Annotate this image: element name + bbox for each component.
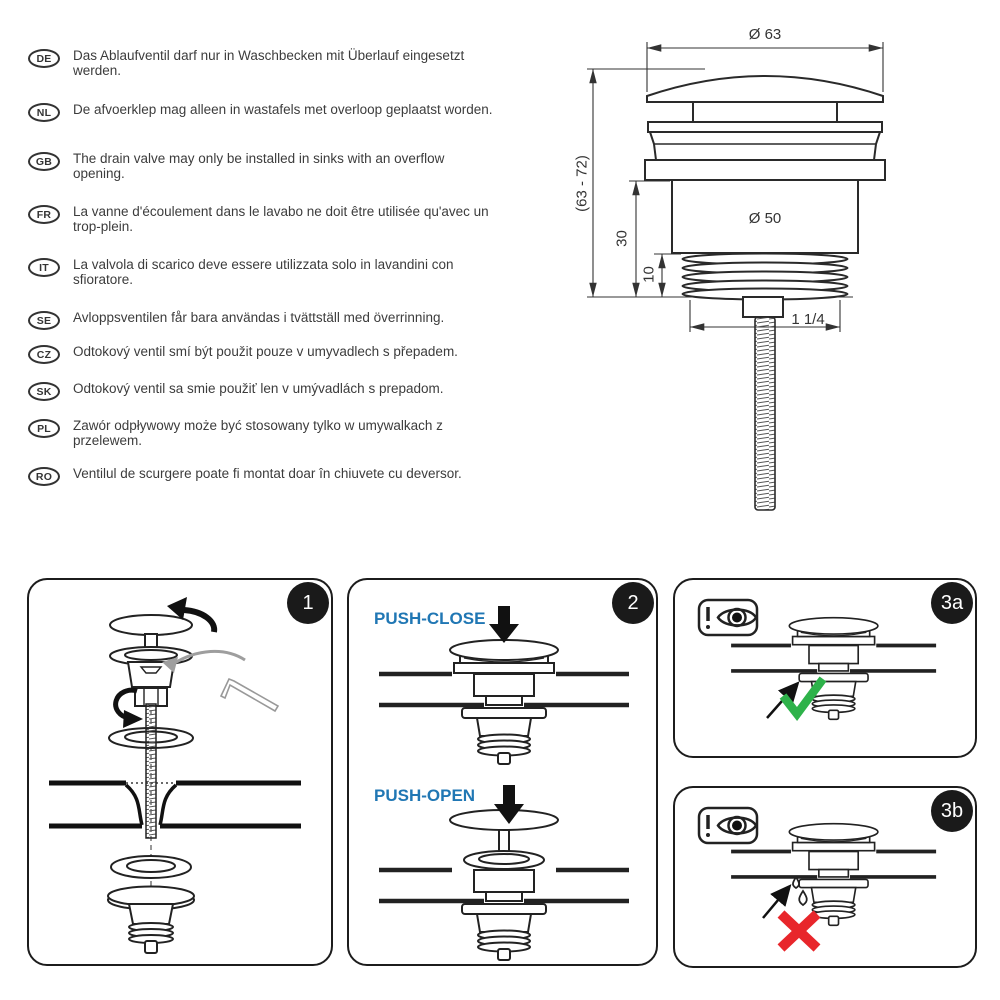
panel-step-3b-wrong (673, 786, 977, 968)
language-item-nl (28, 102, 492, 122)
drain-valve-drawing (565, 20, 995, 530)
dimension-body-diameter: Ø 50 (748, 210, 782, 227)
cross-icon (781, 914, 817, 948)
dimension-body-height: 30 (613, 230, 631, 247)
hex-key-icon (221, 679, 278, 711)
push-close-label: PUSH-CLOSE (374, 609, 486, 628)
step-2-badge: 2 (612, 582, 654, 624)
language-text-de: Das Ablaufventil darf nur in Waschbecken mit Überlauf eingesetzt werden. (73, 48, 465, 78)
correct-installation-diagram (675, 580, 974, 755)
language-badge-nl: NL (28, 103, 60, 122)
language-item-se (28, 310, 444, 330)
step-3b-badge: 3b (931, 790, 973, 832)
wrong-installation-diagram (675, 788, 974, 965)
dimension-cap-diameter: Ø 63 (748, 26, 782, 43)
push-down-arrow-close (489, 606, 519, 643)
dimension-thread-height: 10 (640, 266, 658, 283)
language-badge-cz: CZ (28, 345, 60, 364)
language-item-fr (28, 204, 507, 234)
language-item-cz (28, 344, 458, 364)
language-badge-ro: RO (28, 467, 60, 486)
language-badge-gb: GB (28, 152, 60, 171)
technical-drawing (565, 20, 995, 530)
step-3a-badge: 3a (931, 582, 973, 624)
language-item-pl (28, 418, 471, 448)
language-badge-pl: PL (28, 419, 60, 438)
language-text-nl: De afvoerklep mag alleen in wastafels met overloop geplaatst worden. (73, 102, 493, 117)
language-text-gb: The drain valve may only be installed in sinks with an overflow opening. (73, 151, 445, 181)
language-item-de (28, 48, 493, 78)
language-text-it: La valvola di scarico deve essere utilizzata solo in lavandini con sfioratore. (73, 257, 454, 287)
assembly-diagram (29, 580, 330, 963)
attention-eye-icon (699, 600, 757, 635)
panel-step-1-assembly (27, 578, 333, 966)
dimension-total-height: (63 - 72) (573, 155, 591, 212)
language-text-fr: La vanne d'écoulement dans le lavabo ne doit être utilisée qu'avec un trop-plein. (73, 204, 489, 234)
step-1-badge: 1 (287, 582, 329, 624)
language-badge-de: DE (28, 49, 60, 68)
language-text-sk: Odtokový ventil sa smie použiť len v umývadlách s prepadom. (73, 381, 444, 396)
language-text-ro: Ventilul de scurgere poate fi montat doar în chiuvete cu deversor. (73, 466, 462, 481)
language-item-ro (28, 466, 462, 486)
push-open-label: PUSH-OPEN (374, 786, 476, 805)
language-text-cz: Odtokový ventil smí být použit pouze v umyvadlech s přepadem. (73, 344, 458, 359)
panel-step-3a-correct (673, 578, 977, 758)
language-text-pl: Zawór odpływowy może być stosowany tylko w umywalkach z przelewem. (73, 418, 443, 448)
language-badge-se: SE (28, 311, 60, 330)
attention-eye-icon (699, 808, 757, 843)
language-badge-sk: SK (28, 382, 60, 401)
dimension-thread-size: 1 1/4 (791, 311, 825, 328)
language-item-sk (28, 381, 444, 401)
language-item-it (28, 257, 507, 287)
operation-diagram (349, 580, 655, 963)
language-badge-fr: FR (28, 205, 60, 224)
language-badge-it: IT (28, 258, 60, 277)
language-text-se: Avloppsventilen får bara användas i tvättställ med överrinning. (73, 310, 445, 325)
panel-step-2-operation (347, 578, 658, 966)
language-item-gb (28, 151, 493, 181)
